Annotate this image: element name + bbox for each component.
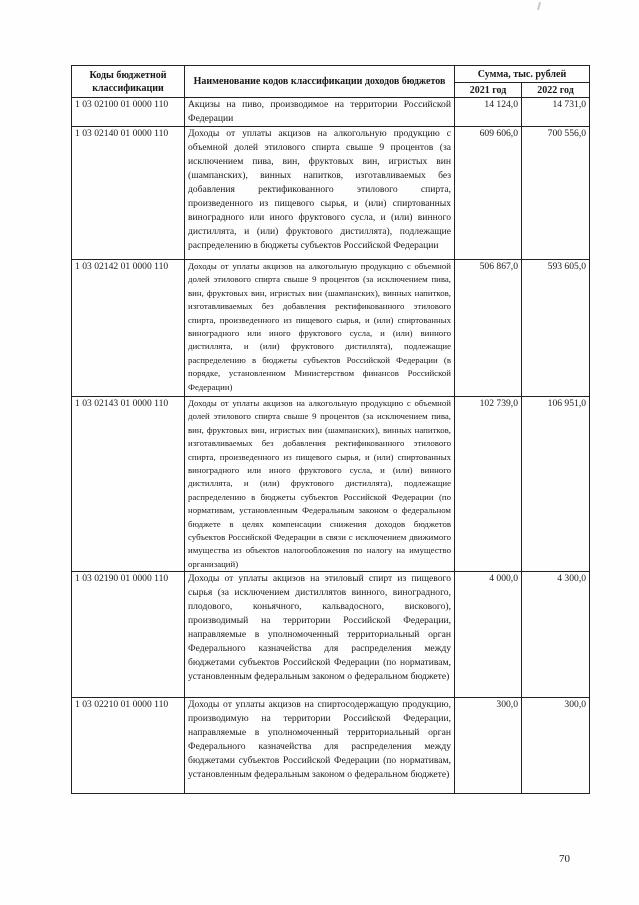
row-value-2022: 300,0 <box>522 698 590 794</box>
header-sum: Сумма, тыс. рублей <box>455 66 590 83</box>
row-value-2022: 700 556,0 <box>522 127 590 260</box>
row-code: 1 03 02100 01 0000 110 <box>72 98 185 127</box>
table-row <box>72 260 590 397</box>
header-codes: Коды бюджетной классификации <box>72 66 185 98</box>
row-value-2022: 106 951,0 <box>522 397 590 572</box>
row-code: 1 03 02142 01 0000 110 <box>72 260 185 397</box>
row-name: Доходы от уплаты акцизов на этиловый спирт из пищевого сырья (за исключением дистиллятов винного, виноградного, плодового, коньячного, кальвадосного, вискового), производимый на территории Российской Федерации, направляемые в уполномоченный территориальный орган Федерального казначейства для распределения между бюджетами субъектов Российской Федерации (по нормативам, установленным федеральным законом о федеральном бюджете) <box>185 572 455 698</box>
row-value-2021: 14 124,0 <box>455 98 522 127</box>
row-name: Доходы от уплаты акцизов на алкогольную продукцию с объемной долей этилового спирта свыше 9 процентов (за исключением пива, вин, фруктовых вин, игристых вин (шампанских), винных напитков, изготавливаемых без добавления ректификованного этилового спирта, произведенного из пищевого сырья, и (или) спиртованных виноградного или иного фруктового сусла, и (или) винного дистиллята, и (или) фруктового дистиллята), подлежащие распределению в бюджеты субъектов Российской Федерации (по нормативам, установленным Федеральным законом о федеральном бюджете в целях компенсации снижения доходов бюджетов субъектов Российской Федерации в связи с исключением движимого имущества из объектов налогообложения по налогу на имущество организаций) <box>185 397 455 572</box>
row-name: Доходы от уплаты акцизов на спиртосодержащую продукцию, производимую на территории Российской Федерации, направляемые в уполномоченный территориальный орган Федерального казначейства для распределения между бюджетами субъектов Российской Федерации (по нормативам, установленным федеральным законом о федеральном бюджете) <box>185 698 455 794</box>
row-code: 1 03 02140 01 0000 110 <box>72 127 185 260</box>
row-value-2021: 4 000,0 <box>455 572 522 698</box>
table-row <box>72 698 590 794</box>
page-number: 70 <box>559 853 570 865</box>
row-name: Доходы от уплаты акцизов на алкогольную продукцию с объемной долей этилового спирта свыше 9 процентов (за исключением пива, вин, фруктовых вин, игристых вин (шампанских), винных напитков, изготавливаемых без добавления ректификованного этилового спирта, произведенного из пищевого сырья, и (или) спиртованных виноградного или иного фруктового сусла, и (или) винного дистиллята, и (или) фруктового дистиллята), подлежащие распределению в бюджеты субъектов Российской Федерации (в порядке, установленном Министерством финансов Российской Федерации) <box>185 260 455 397</box>
row-code: 1 03 02143 01 0000 110 <box>72 397 185 572</box>
row-name: Акцизы на пиво, производимое на территории Российской Федерации <box>185 98 455 127</box>
table-row <box>72 572 590 698</box>
row-value-2021: 609 606,0 <box>455 127 522 260</box>
row-value-2022: 593 605,0 <box>522 260 590 397</box>
row-value-2021: 506 867,0 <box>455 260 522 397</box>
row-code: 1 03 02210 01 0000 110 <box>72 698 185 794</box>
header-year-2021: 2021 год <box>455 83 522 98</box>
row-value-2022: 4 300,0 <box>522 572 590 698</box>
table-row <box>72 397 590 572</box>
row-value-2021: 300,0 <box>455 698 522 794</box>
row-value-2022: 14 731,0 <box>522 98 590 127</box>
table-row <box>72 127 590 260</box>
header-year-2022: 2022 год <box>522 83 590 98</box>
row-code: 1 03 02190 01 0000 110 <box>72 572 185 698</box>
header-name: Наименование кодов классификации доходов бюджетов <box>185 66 455 98</box>
row-name: Доходы от уплаты акцизов на алкогольную продукцию с объемной долей этилового спирта свыше 9 процентов (за исключением пива, вин, фруктовых вин, игристых вин (шампанских), винных напитков, изготавливаемых без добавления ректификованного этилового спирта, произведенного из пищевого сырья, и (или) спиртованных виноградного или иного фруктового сусла, и (или) винного дистиллята, и (или) фруктового дистиллята), подлежащие распределению в бюджеты субъектов Российской Федерации <box>185 127 455 260</box>
table-row <box>72 98 590 127</box>
budget-table <box>71 65 590 794</box>
row-value-2021: 102 739,0 <box>455 397 522 572</box>
scan-artifact <box>537 2 541 10</box>
